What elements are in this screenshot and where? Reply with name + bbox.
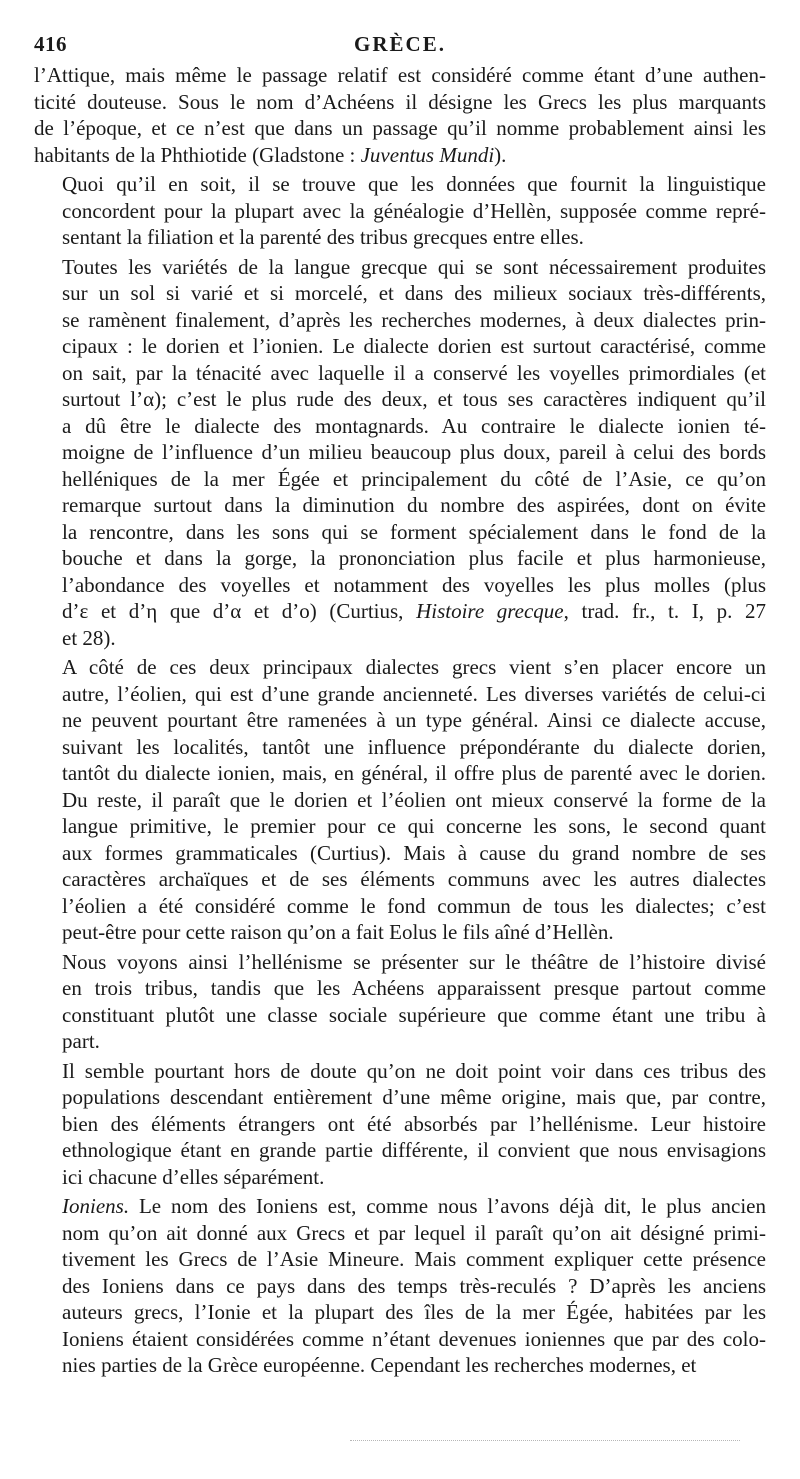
page-body [34, 62, 766, 1379]
running-head: GRÈCE. [354, 32, 446, 56]
text-line: remarque surtout dans la diminution du nombre des aspirées, dont on évite [62, 493, 766, 517]
text-line: d’ε et d’η que d’α et d’o) (Curtius, Histoire grecque, trad. fr., t. I, p. 27 [62, 599, 766, 623]
text-line: part. [62, 1029, 100, 1053]
text-line: peut-être pour cette raison qu’on a fait Eolus le fils aîné d’Hellèn. [62, 920, 614, 944]
text-line: des Ioniens dans ce pays dans des temps très-reculés ? D’après les anciens [62, 1273, 766, 1298]
text-line: suivant les localités, tantôt une influence prépondérante du dialecte dorien, [62, 734, 766, 759]
page-header [34, 32, 766, 60]
paragraph [34, 254, 766, 652]
text-line: cipaux : le dorien et l’ionien. Le dialecte dorien est surtout caractérisé, comme [62, 334, 766, 358]
text-line: Du reste, il paraît que le dorien et l’éolien ont mieux conservé la forme de la [62, 787, 766, 812]
text-line: et 28). [62, 625, 116, 650]
text-line: Toutes les variétés de la langue grecque qui se sont nécessairement produites [62, 254, 766, 279]
text-line: on sait, par la ténacité avec laquelle il a conservé les voyelles primordiales (et [62, 360, 766, 385]
text-line: surtout l’α); c’est le plus rude des deux, et tous ses caractères indiquent qu’il [62, 387, 766, 411]
text-line: ne peuvent pourtant être ramenées à un type général. Ainsi ce dialecte accuse, [62, 708, 766, 732]
text-line: constituant plutôt une classe sociale supérieure que comme étant une tribu à [62, 1002, 766, 1027]
text-line: bien des éléments étrangers ont été absorbés par l’hellénisme. Leur histoire [62, 1111, 766, 1136]
text-line: sentant la filiation et la parenté des tribus grecques entre elles. [62, 225, 584, 249]
page-number: 416 [34, 32, 67, 56]
text-line: auteurs grecs, l’Ionie et la plupart des îles de la mer Égée, habitées par les [62, 1300, 766, 1324]
paragraph [34, 1058, 766, 1191]
text-line: sur un sol si varié et si morcelé, et dans des milieux sociaux très-différents, [62, 281, 766, 305]
text-line: ticité douteuse. Sous le nom d’Achéens il désigne les Grecs les plus marquants [34, 89, 766, 114]
text-line: langue primitive, le premier pour ce qui concerne les sons, le second quant [62, 814, 766, 838]
text-line: ethnologique étant en grande partie différente, il convient que nous envisagions [62, 1138, 766, 1162]
text-line: aux formes grammaticales (Curtius). Mais à cause du grand nombre de ses [62, 840, 766, 865]
paragraph [34, 62, 766, 168]
text-line: la rencontre, dans les sons qui se forment spécialement dans le fond de la [62, 519, 766, 544]
text-line: Nous voyons ainsi l’hellénisme se présenter sur le théâtre de l’histoire divisé [62, 949, 766, 974]
text-line: caractères archaïques et de ses éléments communs avec les autres dialectes [62, 867, 766, 891]
text-line: habitants de la Phthiotide (Gladstone : Juventus Mundi). [34, 142, 507, 167]
text-line: nom qu’on ait donné aux Grecs et par lequel il paraît qu’on ait désigné primi- [62, 1220, 766, 1245]
text-line: concordent pour la plupart avec la généalogie d’Hellèn, supposée comme repré- [62, 198, 766, 223]
scan-artifact-marks [350, 1440, 740, 1445]
italic-text: Juventus Mundi [360, 142, 495, 167]
paragraph [34, 949, 766, 1055]
text-line: en trois tribus, tandis que les Achéens apparaissent presque partout comme [62, 976, 766, 1000]
text-line: Il semble pourtant hors de doute qu’on ne doit point voir dans ces tribus des [62, 1058, 766, 1083]
paragraph [34, 1193, 766, 1379]
text-line: se ramènent finalement, d’après les recherches modernes, à deux dialectes prin- [62, 307, 766, 332]
text-line: Ioniens. Le nom des Ioniens est, comme nous l’avons déjà dit, le plus ancien [62, 1194, 766, 1218]
text-line: l’abondance des voyelles et notamment des voyelles les plus molles (plus [62, 572, 766, 597]
italic-text: Ioniens. [62, 1194, 130, 1218]
text-line: l’éolien a été considéré comme le fond commun de tous les dialectes; c’est [62, 893, 766, 918]
text-line: helléniques de la mer Égée et principalement du côté de l’Asie, ce qu’on [62, 466, 766, 491]
italic-text: Histoire grecque [416, 599, 564, 623]
text-line: autre, l’éolien, qui est d’une grande ancienneté. Les diverses variétés de celui-ci [62, 681, 766, 706]
paragraph [34, 171, 766, 251]
text-line: de l’époque, et ce n’est que dans un passage qu’il nomme probablement ainsi les [34, 116, 766, 140]
text-line: a dû être le dialecte des montagnards. Au contraire le dialecte ionien té- [62, 413, 766, 438]
text-line: ici chacune d’elles séparément. [62, 1164, 325, 1189]
text-line: tivement les Grecs de l’Asie Mineure. Mais comment expliquer cette présence [62, 1247, 766, 1271]
text-line: A côté de ces deux principaux dialectes grecs vient s’en placer encore un [62, 655, 766, 679]
text-line: tantôt du dialecte ionien, mais, en général, il offre plus de parenté avec le dorien. [62, 761, 766, 785]
text-line: moigne de l’influence d’un milieu beaucoup plus doux, pareil à celui des bords [62, 440, 766, 464]
text-line: Quoi qu’il en soit, il se trouve que les données que fournit la linguistique [62, 172, 766, 196]
paragraph [34, 654, 766, 946]
text-line: Ioniens étaient considérées comme n’étant devenues ioniennes que par des colo- [62, 1326, 766, 1351]
text-line: populations descendant entièrement d’une même origine, mais que, par contre, [62, 1085, 766, 1109]
text-line: l’Attique, mais même le passage relatif est considéré comme étant d’une authen- [34, 63, 766, 87]
text-line: bouche et dans la gorge, la prononciation plus facile et plus harmonieuse, [62, 546, 766, 570]
text-line: nies parties de la Grèce européenne. Cependant les recherches modernes, et [62, 1353, 697, 1377]
